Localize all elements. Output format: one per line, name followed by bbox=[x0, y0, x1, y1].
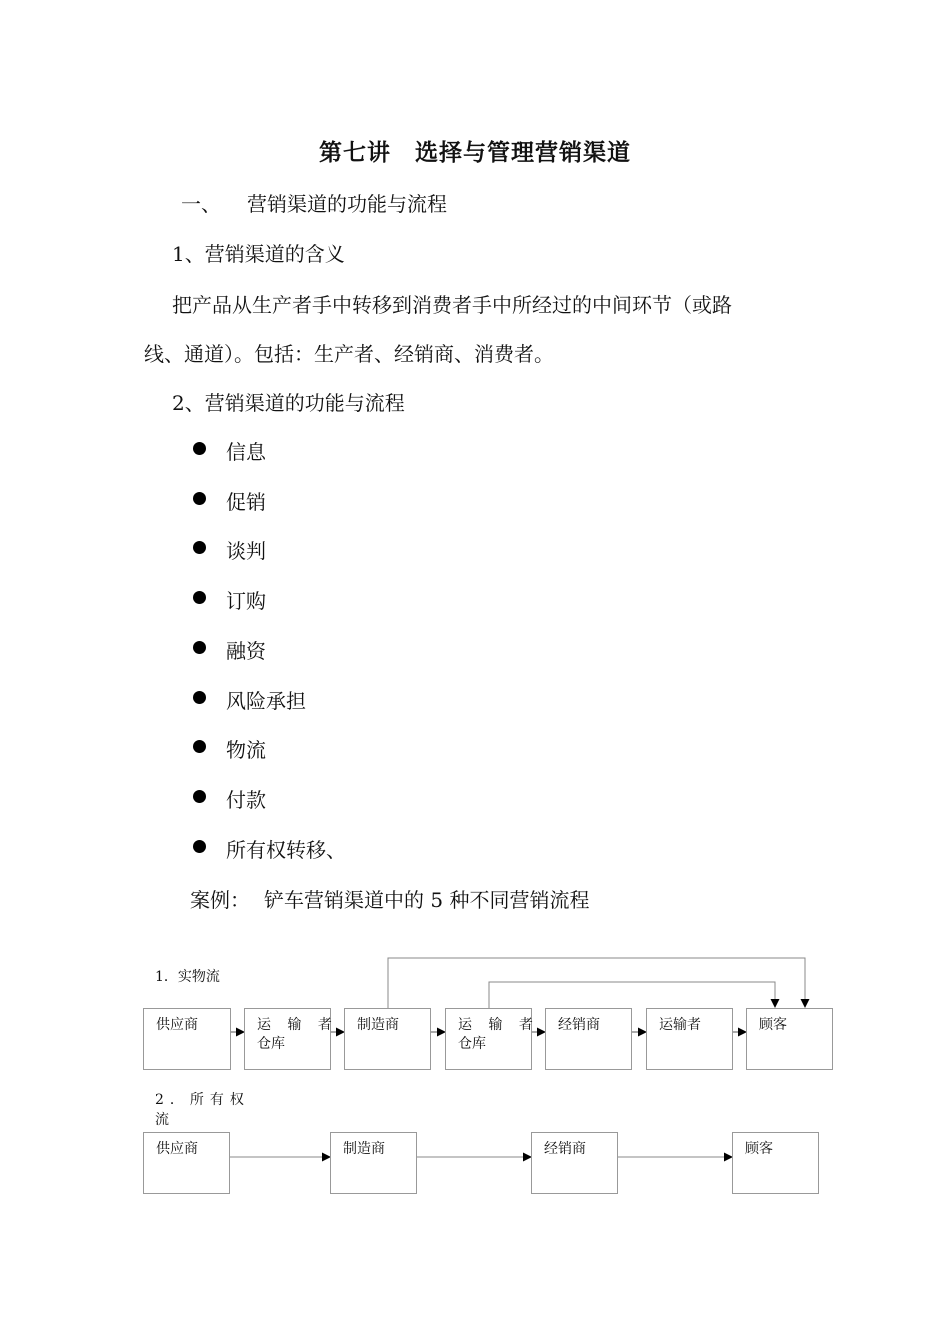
box-label: 经销商 bbox=[558, 1017, 600, 1033]
bullet-text: 付款 bbox=[226, 788, 266, 812]
flow2-box-supplier bbox=[143, 1132, 230, 1194]
flow1-box-manufacturer bbox=[344, 1008, 431, 1070]
bullet-text: 风险承担 bbox=[226, 689, 306, 713]
section-title: 营销渠道的功能与流程 bbox=[247, 192, 447, 216]
flow1-box-supplier bbox=[143, 1008, 231, 1070]
bullet-text: 信息 bbox=[226, 440, 266, 464]
box-label: 运 输 者 bbox=[458, 1017, 539, 1033]
flow2-label-text: 2．所有权流 bbox=[155, 1092, 250, 1128]
bullet-text: 订购 bbox=[226, 589, 266, 613]
box-label: 顾客 bbox=[759, 1017, 787, 1033]
section-number: 一、 bbox=[181, 192, 221, 216]
subheading-functions: 2、营销渠道的功能与流程 bbox=[172, 391, 405, 415]
box-label: 仓库 bbox=[257, 1036, 285, 1052]
case-label: 案例： bbox=[190, 888, 250, 912]
box-label: 顾客 bbox=[745, 1141, 773, 1157]
flow1-label: 1．实物流 bbox=[155, 969, 220, 985]
box-label: 运输者 bbox=[659, 1017, 701, 1033]
bullet-text: 谈判 bbox=[226, 539, 266, 563]
flow1-box-transporter-warehouse-2 bbox=[445, 1008, 539, 1070]
box-label: 运 输 者 bbox=[257, 1017, 338, 1033]
flow2-box-dealer bbox=[531, 1132, 618, 1194]
definition-line-1: 把产品从生产者手中转移到消费者手中所经过的中间环节（或路 bbox=[172, 293, 732, 317]
page-title: 第七讲 选择与管理营销渠道 bbox=[319, 139, 631, 166]
case-text: 铲车营销渠道中的 5 种不同营销流程 bbox=[264, 888, 590, 912]
flow1-box-customer bbox=[746, 1008, 833, 1070]
definition-line-2: 线、通道）。包括：生产者、经销商、消费者。 bbox=[144, 342, 554, 366]
box-label: 供应商 bbox=[156, 1141, 198, 1157]
subheading-meaning: 1、营销渠道的含义 bbox=[172, 242, 345, 266]
box-label: 供应商 bbox=[156, 1017, 198, 1033]
flow1-bypass-arrow bbox=[489, 982, 775, 1008]
bullet-text: 融资 bbox=[226, 639, 266, 663]
bullet-text: 所有权转移、 bbox=[226, 838, 346, 862]
flow1-box-transporter-warehouse bbox=[244, 1008, 338, 1070]
flow2-box-manufacturer bbox=[330, 1132, 417, 1194]
box-label: 制造商 bbox=[343, 1141, 385, 1157]
flow1-box-transporter bbox=[646, 1008, 733, 1070]
bullet-text: 促销 bbox=[226, 490, 266, 514]
box-label: 仓库 bbox=[458, 1036, 486, 1052]
box-label: 制造商 bbox=[357, 1017, 399, 1033]
flow1-box-dealer bbox=[545, 1008, 632, 1070]
flow1-bypass-arrow bbox=[388, 958, 805, 1008]
flow2-box-customer bbox=[732, 1132, 819, 1194]
flow2-label bbox=[155, 1090, 275, 1128]
bullet-text: 物流 bbox=[226, 738, 266, 762]
box-label: 经销商 bbox=[544, 1141, 586, 1157]
